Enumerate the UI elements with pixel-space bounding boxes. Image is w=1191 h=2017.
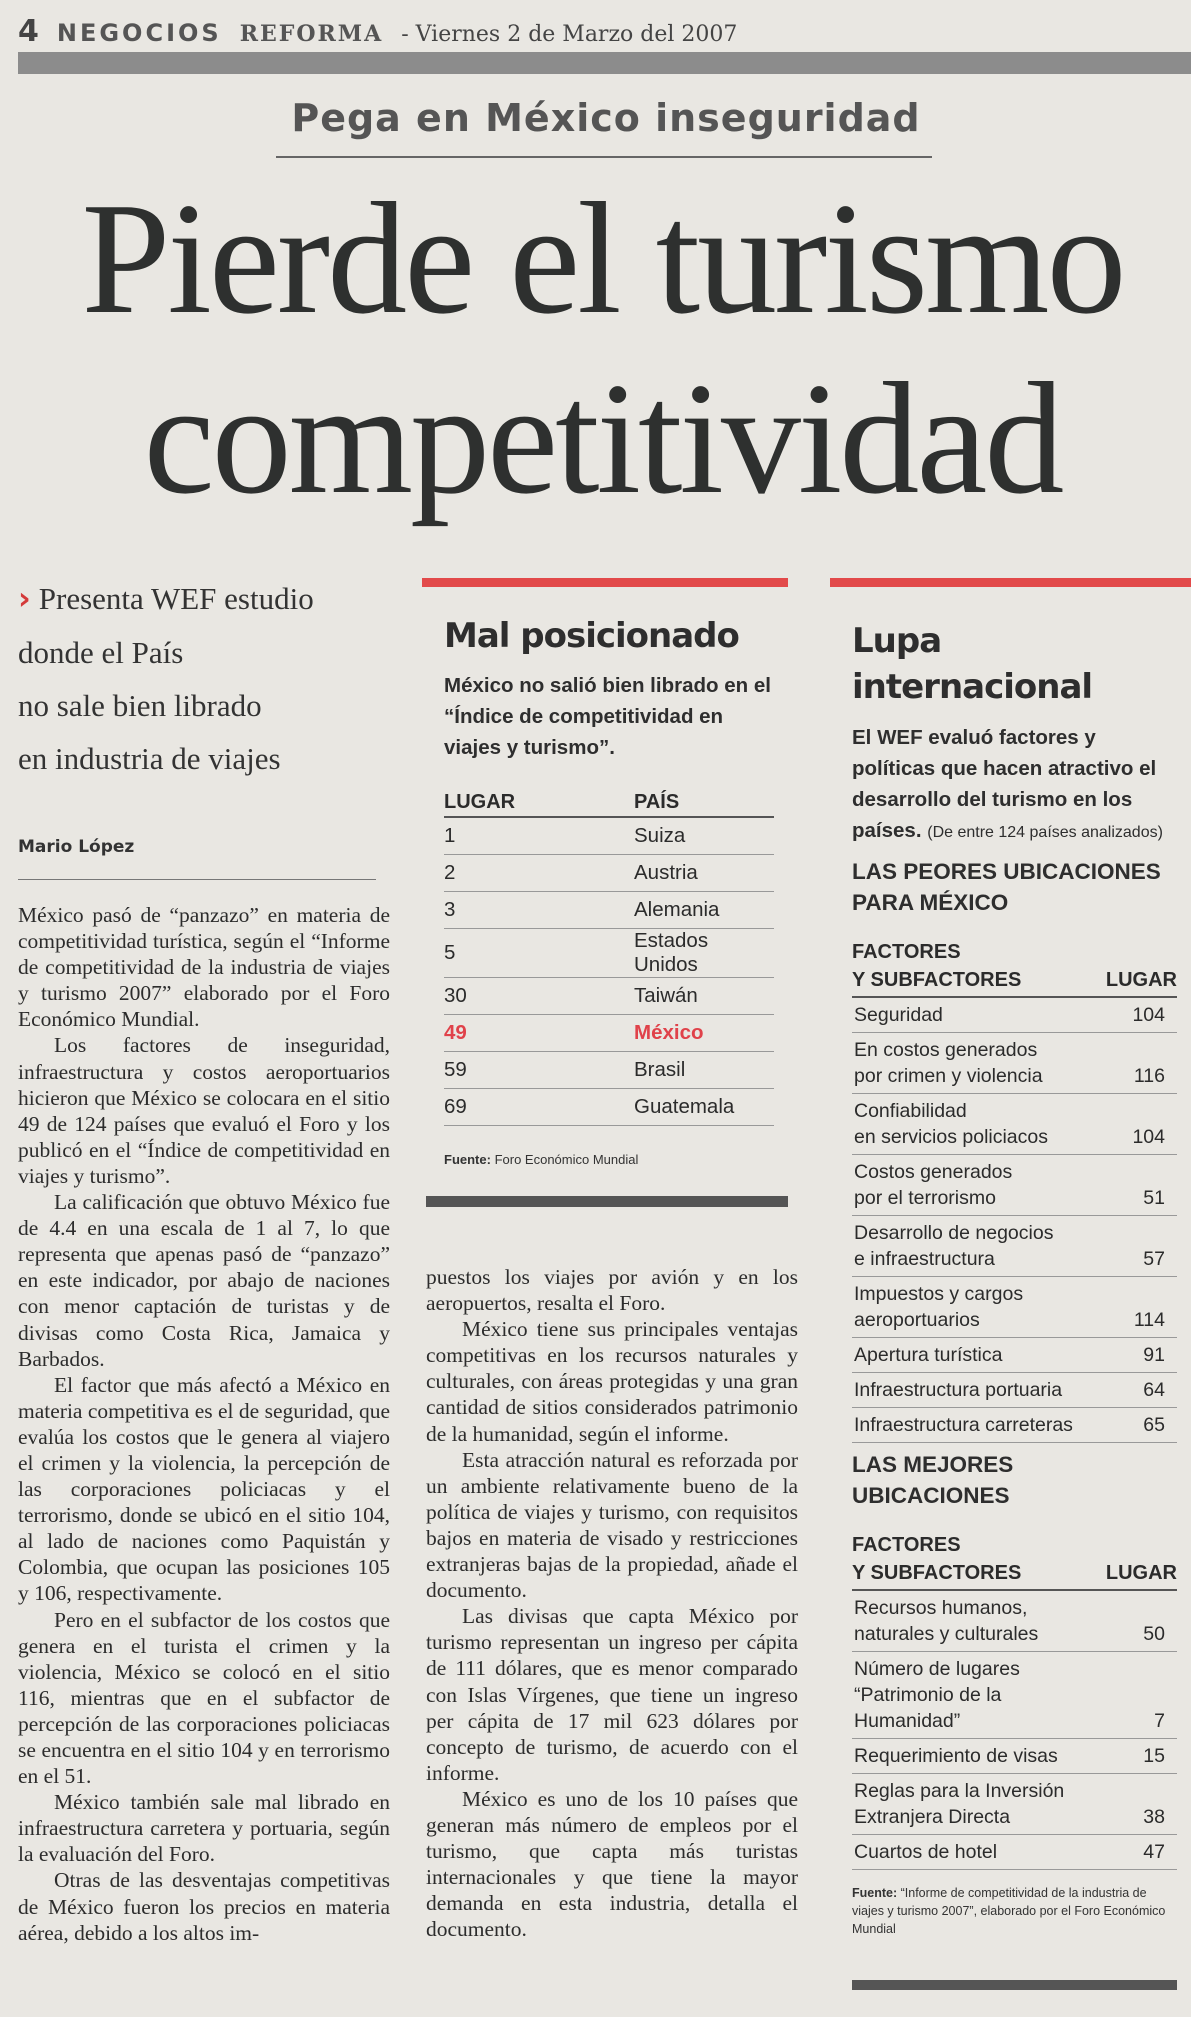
factor-cell xyxy=(852,1408,1106,1443)
factor-line: Desarrollo de negocios xyxy=(854,1222,1054,1244)
factor-line: Extranjera Directa xyxy=(854,1806,1011,1828)
best-table xyxy=(852,1531,1177,1870)
table-row xyxy=(852,1216,1177,1277)
col-header-country: PAÍS xyxy=(634,787,774,817)
ranking-title: Mal posicionado xyxy=(444,616,739,656)
factors-title-line-1: Lupa xyxy=(852,621,942,661)
header-bar xyxy=(18,52,1191,74)
country-cell: Austria xyxy=(634,854,774,891)
worst-table xyxy=(852,938,1177,1443)
subhead-line-2: donde el País xyxy=(18,635,184,670)
col-header-place: LUGAR xyxy=(1106,938,1177,997)
factor-line: por crimen y violencia xyxy=(854,1065,1043,1087)
factor-cell xyxy=(852,1277,1106,1338)
factor-cell xyxy=(852,1739,1106,1774)
worst-title-line-1: LAS PEORES UBICACIONES xyxy=(852,859,1161,884)
factor-cell xyxy=(852,1094,1106,1155)
factor-cell xyxy=(852,1216,1106,1277)
best-group-title xyxy=(852,1449,1177,1511)
place-cell: 47 xyxy=(1106,1835,1177,1870)
factor-header-line-1: FACTORES xyxy=(852,1534,961,1556)
factors-title xyxy=(852,618,1177,710)
table-row xyxy=(852,1835,1177,1870)
source-label: Fuente: xyxy=(852,1886,898,1900)
publication-name: REFORMA xyxy=(239,21,384,47)
factor-cell xyxy=(852,1590,1106,1652)
table-row xyxy=(852,1590,1177,1652)
factor-line: Número de lugares xyxy=(854,1658,1020,1680)
rank-cell: 69 xyxy=(444,1088,634,1125)
place-cell: 114 xyxy=(1106,1277,1177,1338)
factor-line: “Patrimonio de la Humanidad” xyxy=(854,1684,1002,1732)
worst-title-line-2: PARA MÉXICO xyxy=(852,890,1009,915)
place-cell: 91 xyxy=(1106,1338,1177,1373)
factor-line: Infraestructura carreteras xyxy=(854,1414,1073,1436)
factor-line: en servicios policiacos xyxy=(854,1126,1049,1148)
factor-cell xyxy=(852,1373,1106,1408)
factor-cell xyxy=(852,1835,1106,1870)
factors-description xyxy=(852,722,1177,848)
table-row xyxy=(444,1051,774,1088)
rank-cell: 49 xyxy=(444,1014,634,1051)
place-cell: 50 xyxy=(1106,1590,1177,1652)
rank-cell: 5 xyxy=(444,928,634,977)
country-cell: Alemania xyxy=(634,891,774,928)
factor-line: Apertura turística xyxy=(854,1344,1003,1366)
source-text: Foro Económico Mundial xyxy=(494,1151,639,1167)
paragraph: Otras de las desventajas competitivas de México fueron los precios en materia aérea, debido a los altos im- xyxy=(18,1868,390,1945)
kicker: Pega en México inseguridad xyxy=(291,96,921,140)
ranking-accent-bar xyxy=(422,578,788,587)
source-label: Fuente: xyxy=(444,1151,491,1167)
place-cell: 104 xyxy=(1106,1094,1177,1155)
factor-line: Seguridad xyxy=(854,1004,943,1026)
place-cell: 64 xyxy=(1106,1373,1177,1408)
table-row xyxy=(444,891,774,928)
table-row xyxy=(852,1033,1177,1094)
paragraph: puestos los viajes por avión y en los aeropuertos, resalta el Foro. xyxy=(426,1265,798,1316)
headline xyxy=(20,168,1185,528)
table-row xyxy=(444,928,774,977)
factor-line: Confiabilidad xyxy=(854,1100,967,1122)
best-title-line-1: LAS MEJORES xyxy=(852,1452,1014,1477)
subheadline xyxy=(18,572,390,785)
factor-line: Cuartos de hotel xyxy=(854,1841,998,1863)
ranking-source xyxy=(444,1152,774,1167)
ranking-bottom-bar xyxy=(426,1196,788,1207)
rank-cell: 59 xyxy=(444,1051,634,1088)
page-number: 4 xyxy=(18,14,39,49)
byline: Mario López xyxy=(18,837,135,857)
place-cell: 15 xyxy=(1106,1739,1177,1774)
factors-title-line-2: internacional xyxy=(852,667,1093,707)
table-row xyxy=(852,1774,1177,1835)
factor-cell xyxy=(852,1338,1106,1373)
factor-line: por el terrorismo xyxy=(854,1187,996,1209)
factor-line: naturales y culturales xyxy=(854,1623,1039,1645)
rank-cell: 2 xyxy=(444,854,634,891)
table-row xyxy=(852,1094,1177,1155)
table-row xyxy=(852,997,1177,1033)
worst-group-title xyxy=(852,856,1177,918)
factor-cell xyxy=(852,1155,1106,1216)
ranking-box xyxy=(444,616,774,1167)
factor-line: Costos generados xyxy=(854,1161,1013,1183)
left-intro xyxy=(18,572,390,880)
factor-header-line-1: FACTORES xyxy=(852,941,961,963)
section-name: NEGOCIOS xyxy=(56,19,222,47)
factors-source xyxy=(852,1884,1177,1938)
subhead-line-3: no sale bien librado xyxy=(18,688,262,723)
paragraph: México también sale mal librado en infraestructura carretera y portuaria, según la evaluación del Foro. xyxy=(18,1790,390,1867)
place-cell: 57 xyxy=(1106,1216,1177,1277)
subhead-line-1: Presenta WEF estudio xyxy=(38,581,314,616)
country-cell: México xyxy=(634,1014,774,1051)
table-row xyxy=(852,1373,1177,1408)
factor-cell xyxy=(852,997,1106,1033)
col-header-place: LUGAR xyxy=(1106,1531,1177,1590)
col-header-factor xyxy=(852,938,1106,997)
subhead-line-4: en industria de viajes xyxy=(18,741,281,776)
factor-line: Impuestos y cargos xyxy=(854,1283,1024,1305)
factor-cell xyxy=(852,1652,1106,1739)
factor-cell xyxy=(852,1774,1106,1835)
source-text: “Informe de competitividad de la industria de viajes y turismo 2007”, elaborado por el Foro Económico Mundial xyxy=(852,1886,1166,1936)
table-row xyxy=(444,977,774,1014)
factor-cell xyxy=(852,1033,1106,1094)
col-header-rank: LUGAR xyxy=(444,787,634,817)
table-row xyxy=(852,1652,1177,1739)
headline-line-1: Pierde el turismo xyxy=(81,169,1124,347)
paragraph: Esta atracción natural es reforzada por un ambiente relativamente bueno de la política de viajes y turismo, con requisitos bajos en materia de visado y restricciones extranjeras bajas de la propiedad, añade el documento. xyxy=(426,1447,798,1603)
publication-date: - Viernes 2 de Marzo del 2007 xyxy=(401,22,738,47)
factors-accent-bar xyxy=(830,578,1191,587)
description-text: El WEF evaluó factores y políticas que hacen atractivo el desarrollo del turismo en los países. xyxy=(852,726,1157,842)
factors-box xyxy=(852,618,1177,1938)
country-cell: Guatemala xyxy=(634,1088,774,1125)
paragraph: La calificación que obtuvo México fue de 4.4 en una escala de 1 al 7, lo que representa que apenas pasó de “panzazo” en este indicador, por abajo de naciones con menor captación de turistas y de divisas como Costa Rica, Jamaica y Barbados. xyxy=(18,1190,390,1371)
paragraph: Las divisas que capta México por turismo representan un ingreso per cápita de 111 dólares, que es menor comparado con Islas Vírgenes, que tiene un ingreso per cápita de 17 mil 623 dólares por concepto de turismo, de acuerdo con el informe. xyxy=(426,1604,798,1785)
article-body-middle xyxy=(426,1264,798,1942)
place-cell: 65 xyxy=(1106,1408,1177,1443)
byline-divider xyxy=(18,879,376,880)
rank-cell: 3 xyxy=(444,891,634,928)
factor-header-line-2: Y SUBFACTORES xyxy=(852,1562,1022,1584)
table-row xyxy=(852,1277,1177,1338)
description-note: (De entre 124 países analizados) xyxy=(927,824,1163,841)
factor-line: e infraestructura xyxy=(854,1248,995,1270)
ranking-subtitle: México no salió bien librado en el “Índice de competitividad en viajes y turismo”. xyxy=(444,674,771,759)
paragraph: Pero en el subfactor de los costos que genera en el turista el crimen y la violencia, México se colocó en el sitio 116, mientras que en el subfactor de percepción de las corporaciones policiacas se encuentra en el sitio 104 y en terrorismo en el 51. xyxy=(18,1607,390,1789)
table-row xyxy=(444,817,774,854)
col-header-factor xyxy=(852,1531,1106,1590)
factor-line: Requerimiento de visas xyxy=(854,1745,1058,1767)
kicker-divider xyxy=(276,156,932,158)
place-cell: 116 xyxy=(1106,1033,1177,1094)
factor-line: En costos generados xyxy=(854,1039,1038,1061)
paragraph: México pasó de “panzazo” en materia de competitividad turística, según el “Informe de competitividad de la industria de viajes y turismo 2007” elaborado por el Foro Económico Mundial. xyxy=(18,903,390,1032)
factor-line: Reglas para la Inversión xyxy=(854,1780,1065,1802)
table-row xyxy=(444,1088,774,1125)
country-cell: Estados Unidos xyxy=(634,928,774,977)
table-row xyxy=(852,1155,1177,1216)
rank-cell: 30 xyxy=(444,977,634,1014)
headline-line-2: competitividad xyxy=(143,349,1062,527)
factors-bottom-bar xyxy=(852,1980,1177,1990)
place-cell: 51 xyxy=(1106,1155,1177,1216)
factor-line: aeroportuarios xyxy=(854,1309,980,1331)
paragraph: México tiene sus principales ventajas competitivas en los recursos naturales y culturales, con áreas protegidas y una gran cantidad de sitios considerados patrimonio de la humanidad, según el informe. xyxy=(426,1317,798,1446)
place-cell: 7 xyxy=(1106,1652,1177,1739)
factor-header-line-2: Y SUBFACTORES xyxy=(852,969,1022,991)
table-row xyxy=(852,1338,1177,1373)
table-row xyxy=(444,854,774,891)
best-title-line-2: UBICACIONES xyxy=(852,1483,1010,1508)
rank-cell: 1 xyxy=(444,817,634,854)
chevron-right-icon: › xyxy=(18,581,31,617)
factor-line: Infraestructura portuaria xyxy=(854,1379,1063,1401)
table-row xyxy=(852,1408,1177,1443)
place-cell: 38 xyxy=(1106,1774,1177,1835)
table-row xyxy=(852,1739,1177,1774)
country-cell: Taiwán xyxy=(634,977,774,1014)
country-cell: Suiza xyxy=(634,817,774,854)
paragraph: Los factores de inseguridad, infraestructura y costos aeroportuarios hicieron que México se colocara en el sitio 49 de 124 países que evaluó el Foro y los publicó en el “Índice de competitividad en viajes y turismo”. xyxy=(18,1033,390,1188)
country-cell: Brasil xyxy=(634,1051,774,1088)
page-header xyxy=(18,14,737,54)
paragraph: El factor que más afectó a México en materia competitiva es el de seguridad, que evalúa los costos que le genera al viajero el crimen y la violencia, la percepción de las corporaciones policiacas y el terrorismo, donde se ubicó en el sitio 104, al lado de naciones como Paquistán y Colombia, que ocupan las posiciones 105 y 106, respectivamente. xyxy=(18,1372,390,1606)
ranking-table xyxy=(444,787,774,1126)
article-body-left xyxy=(18,902,390,1946)
place-cell: 104 xyxy=(1106,997,1177,1033)
factor-line: Recursos humanos, xyxy=(854,1597,1028,1619)
table-row-highlight xyxy=(444,1014,774,1051)
paragraph: México es uno de los 10 países que generan más número de empleos por el turismo, que capta más turistas internacionales y que tiene la mayor demanda en esta industria, detalla el documento. xyxy=(426,1786,798,1942)
